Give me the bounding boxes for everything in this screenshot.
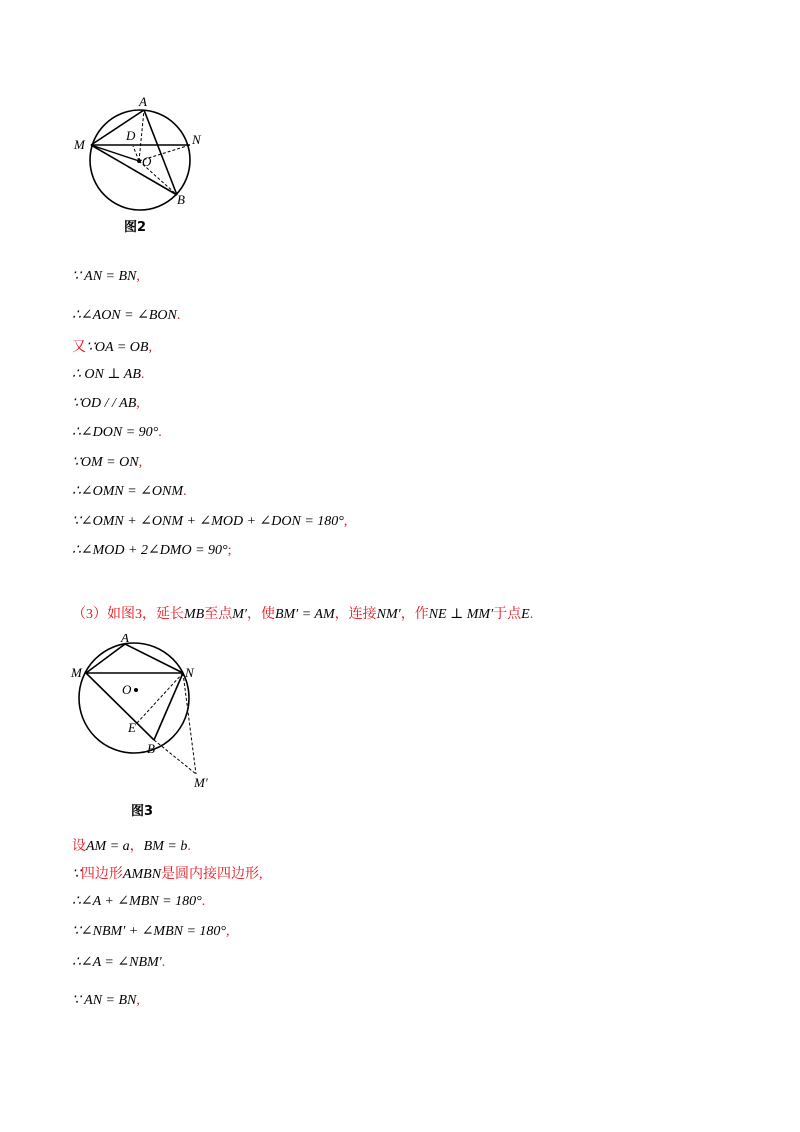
label-n: N <box>185 665 194 680</box>
dashed-ne <box>137 673 183 723</box>
chord-an <box>125 644 183 673</box>
line-3-2: ∵四边形AMBN是圆内接四边形, <box>72 867 263 882</box>
line-3-1: 设AM = a，BM = b. <box>72 839 191 854</box>
label-b: B <box>147 741 155 756</box>
line-2-8: ∴∠OMN = ∠ONM. <box>72 484 187 499</box>
label-o: O <box>122 682 132 697</box>
line-2-2: ∴∠AON = ∠BON. <box>72 308 181 323</box>
line-2-6: ∴∠DON = 90°. <box>72 425 162 440</box>
figure-3-caption: 图3 <box>131 804 154 819</box>
dashed-nm-prime <box>183 673 196 774</box>
label-a: A <box>121 634 129 645</box>
line-3-5: ∴∠A = ∠NBM′. <box>72 955 166 970</box>
line-2-9: ∵∠OMN + ∠ONM + ∠MOD + ∠DON = 180°, <box>72 514 348 529</box>
line-2-4: ∴ ON ⊥ AB. <box>72 367 145 382</box>
chord-mb <box>91 145 177 195</box>
line-2-7: ∵OM = ON, <box>72 455 143 470</box>
label-n: N <box>192 132 201 147</box>
label-d: D <box>126 128 136 143</box>
figure-2-caption: 图2 <box>124 220 147 235</box>
line-3-6: ∵ AN = BN, <box>72 993 140 1008</box>
center-point <box>134 688 138 692</box>
line-3-4: ∵∠NBM′ + ∠MBN = 180°, <box>72 924 230 939</box>
label-e: E <box>128 720 136 735</box>
dashed-bm-prime <box>154 740 196 774</box>
part-3-heading: （3）如图3，延长MB至点M′，使BM′ = AM，连接NM′，作NE ⊥ MM′于点E. <box>72 607 534 622</box>
label-m: M <box>74 137 85 152</box>
line-3-3: ∴∠A + ∠MBN = 180°. <box>72 894 206 909</box>
label-a: A <box>139 94 147 109</box>
line-2-1: ∵ AN = BN, <box>72 269 140 284</box>
label-m: M <box>71 665 82 680</box>
line-2-3: 又∵OA = OB, <box>72 340 152 355</box>
label-b: B <box>177 192 185 207</box>
label-m-prime: M′ <box>194 775 208 790</box>
center-point <box>137 159 141 163</box>
line-2-5: ∵OD / / AB, <box>72 396 140 411</box>
chord-ab <box>144 110 177 195</box>
label-o: O <box>142 154 152 169</box>
chord-ma <box>86 644 125 673</box>
line-2-10: ∴∠MOD + 2∠DMO = 90°; <box>72 543 232 558</box>
chord-mb <box>86 673 154 740</box>
figure-3-diagram <box>70 634 230 799</box>
